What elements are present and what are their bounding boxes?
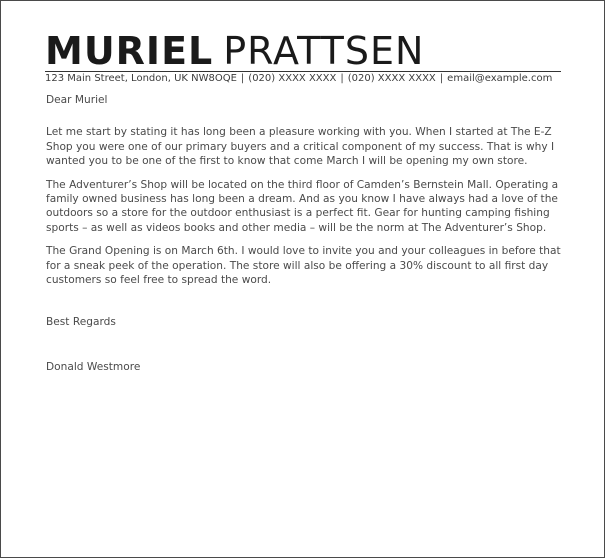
contact-email: email@example.com (447, 73, 553, 84)
contact-line (45, 72, 575, 86)
contact-separator: | (240, 73, 245, 84)
body-paragraph: The Grand Opening is on March 6th. I would love to invite you and your colleagues in before that for a sneak peek of the operation. The store will also be offering a 30% discount to all first day customers so feel free to spread the word. (46, 245, 561, 287)
salutation: Dear Muriel (46, 94, 108, 106)
contact-phone-1: (020) XXXX XXXX (248, 73, 337, 84)
signature: Donald Westmore (46, 360, 141, 373)
closing: Best Regards (46, 316, 116, 329)
sender-last-name: PRATTSEN (223, 29, 425, 73)
body-paragraph: Let me start by stating it has long been a pleasure working with you. When I started at The E-Z Shop you were one of our primary buyers and a critical component of my success. That is why I wanted you to be one of the first to know that come March I will be opening my own store. (46, 126, 555, 168)
sender-first-name: MURIEL (45, 29, 214, 73)
sender-name (45, 31, 424, 71)
contact-separator: | (340, 73, 344, 84)
letter-body (46, 93, 566, 374)
contact-address: 123 Main Street, London, UK NW8OQE (45, 73, 237, 84)
body-paragraph: The Adventurer’s Shop will be located on the third floor of Camden’s Bernstein Mall. Operating a family owned business has long been a dream. And as you know I have always had a love of the outdoors so a store for the outdoor enthusiast is a perfect fit. Gear for hunting camping fishing sports – as well as videos books and other media – will be the norm at The Adventurer’s Shop. (46, 178, 559, 234)
contact-phone-2: (020) XXXX XXXX (347, 73, 436, 84)
contact-separator: | (439, 73, 444, 84)
